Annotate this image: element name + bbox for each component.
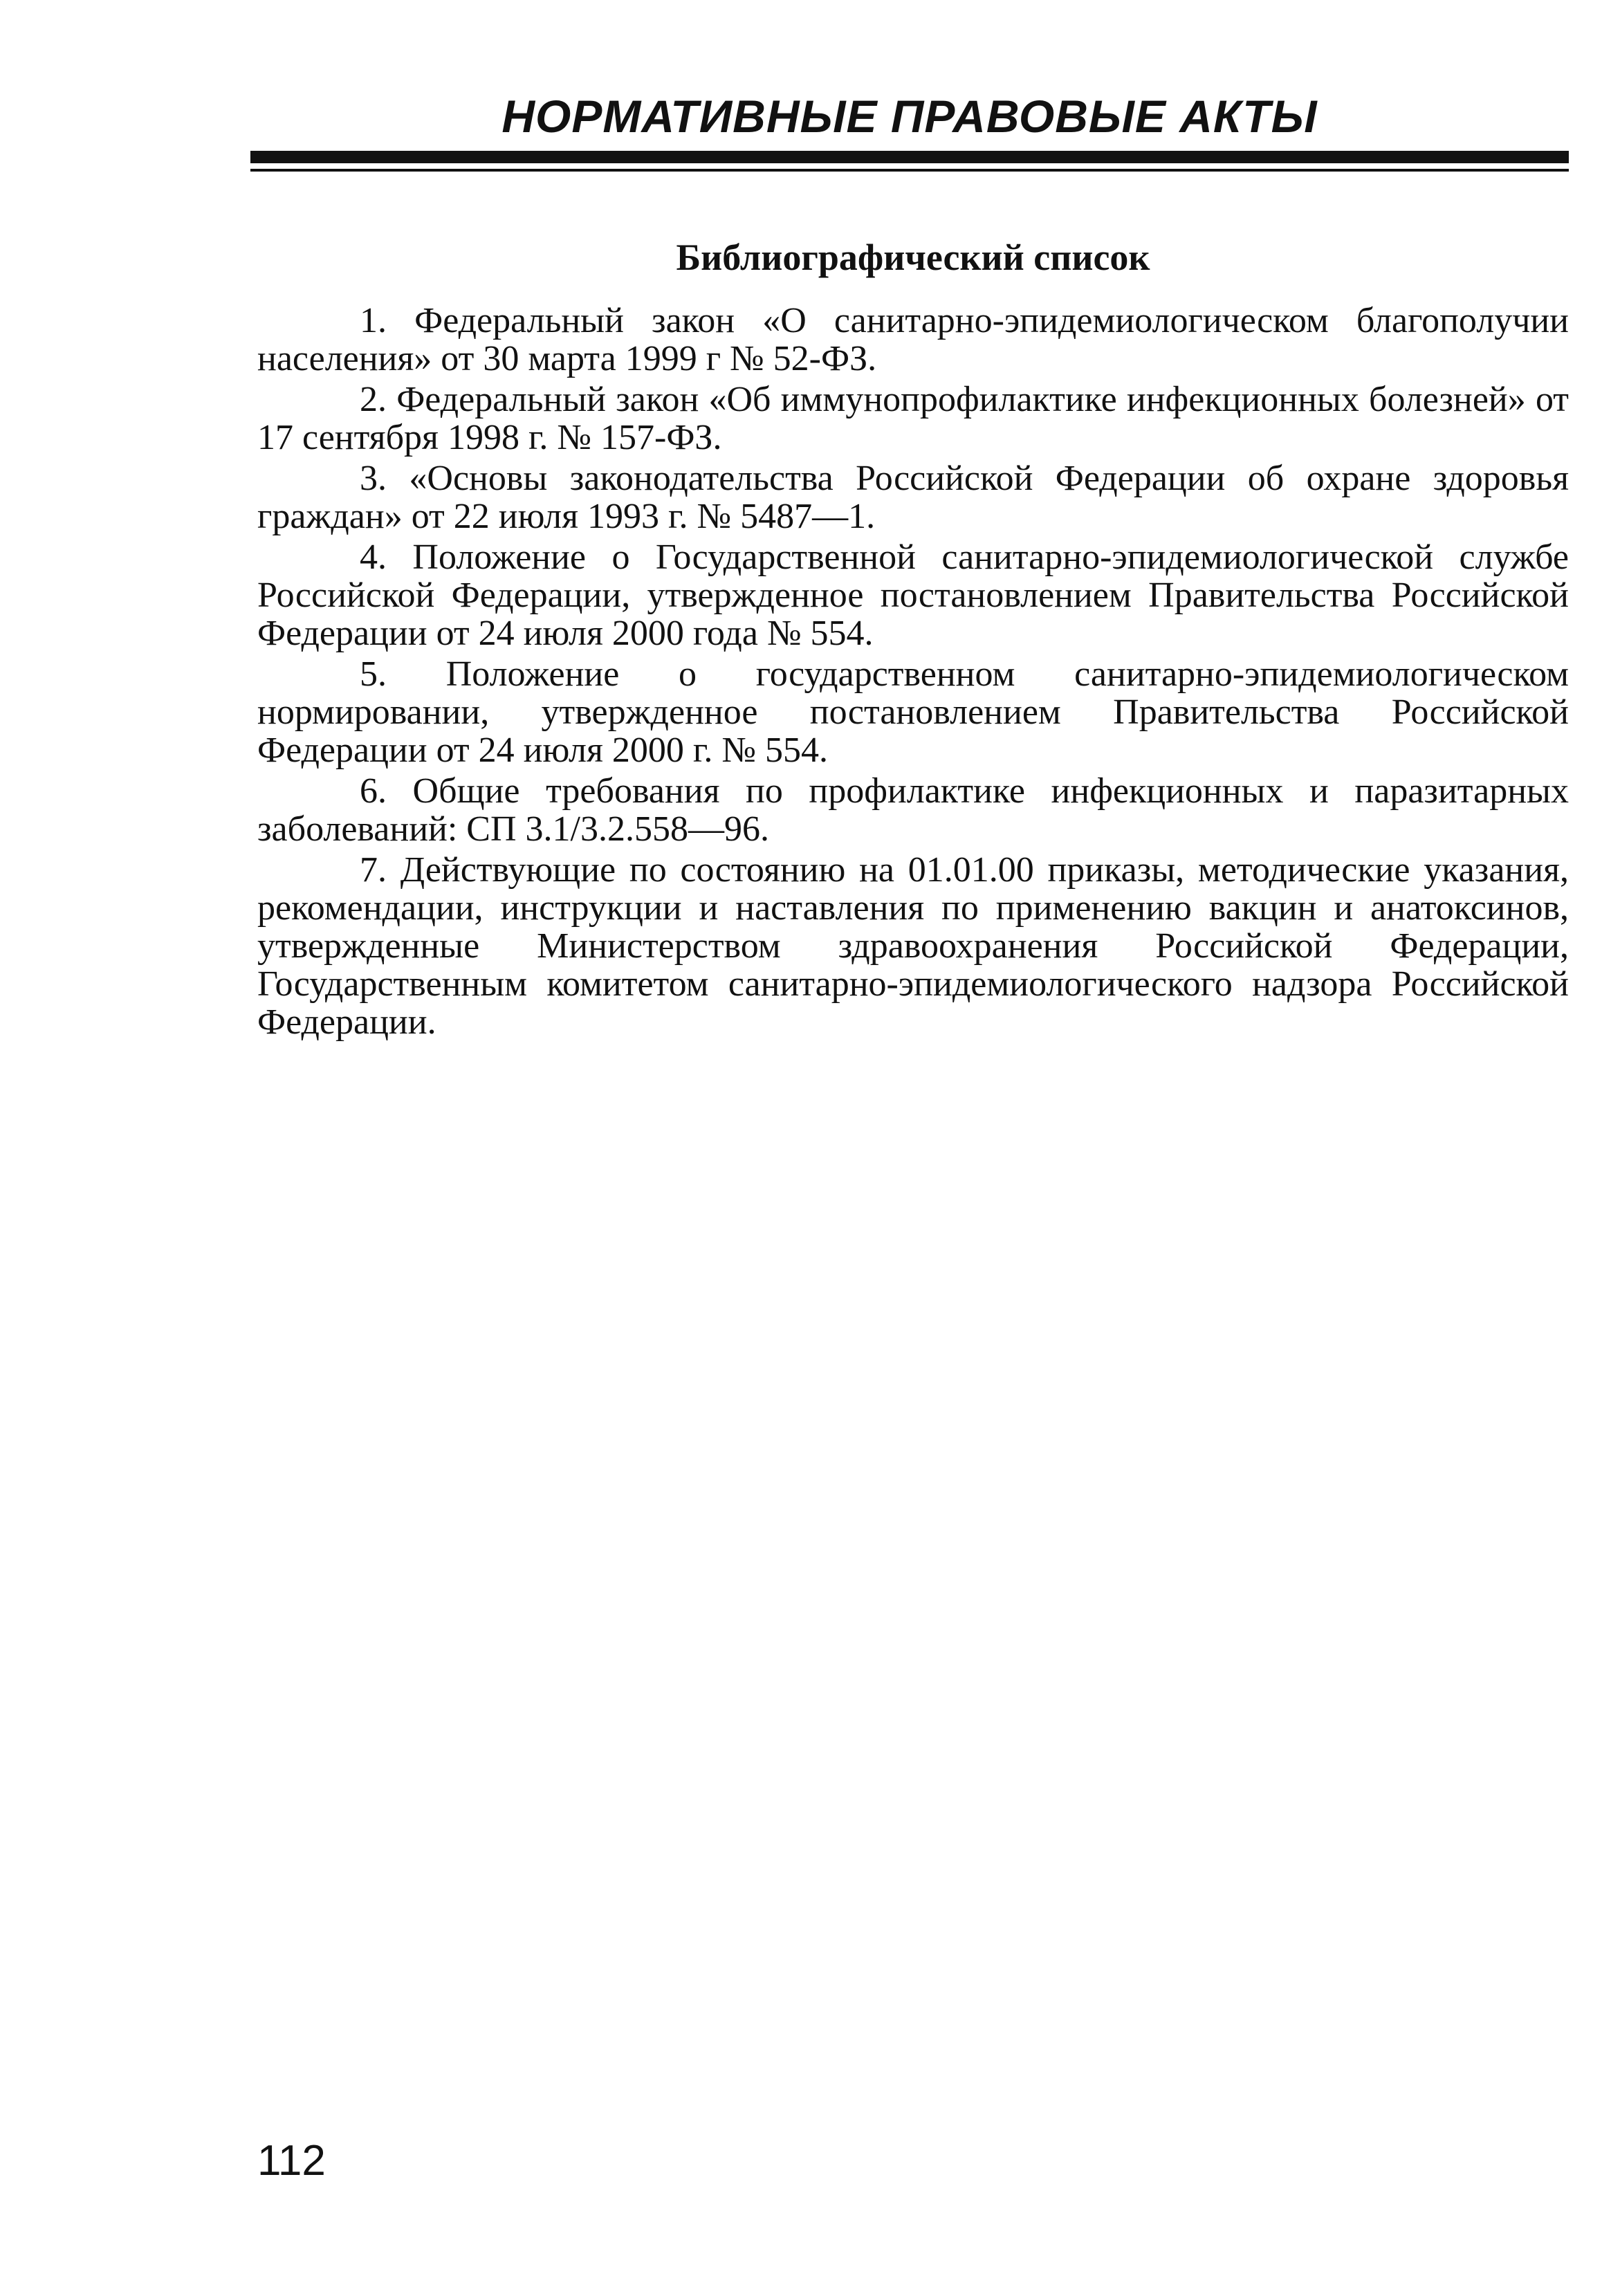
bibliography-entry-5: 5. Положение о государственном санитарно-эпидемиологическом нормировании, утвержденное постановлением Правительства Российской Федерации от 24 июля 2000 г. № 554.: [257, 654, 1569, 770]
bibliography-entry-2: 2. Федеральный закон «Об иммунопрофилактике инфекционных болезней» от 17 сентября 1998 г. № 157-ФЗ.: [257, 380, 1569, 457]
page-number: 112: [257, 2137, 326, 2185]
bibliography-entry-7: 7. Действующие по состоянию на 01.01.00 приказы, методические указания, рекомендации, инструкции и наставления по применению вакцин и анатоксинов, утвержденные Министерством здравоохранения Российской Федерации, Государственным комитетом санитарно-эпидемиологического надзора Российской Федерации.: [257, 850, 1569, 1042]
bibliography-entry-4: 4. Положение о Государственной санитарно-эпидемиологической службе Российской Федерации, утвержденное постановлением Правительства Российской Федерации от 24 июля 2000 года № 554.: [257, 538, 1569, 653]
running-header: [250, 89, 1569, 172]
bibliography-section: [257, 232, 1569, 1044]
bibliography-entry-3: 3. «Основы законодательства Российской Федерации об охране здоровья граждан» от 22 июля 1993 г. № 5487—1.: [257, 459, 1569, 536]
header-rule-thick: [250, 151, 1569, 163]
section-title: Библиографический список: [676, 237, 1150, 278]
bibliography-entry-6: 6. Общие требования по профилактике инфекционных и паразитарных заболеваний: СП 3.1/3.2.558—96.: [257, 771, 1569, 849]
bibliography-entry-1: 1. Федеральный закон «О санитарно-эпидемиологическом благополучии населения» от 30 марта 1999 г № 52-ФЗ.: [257, 301, 1569, 378]
running-header-title: НОРМАТИВНЫЕ ПРАВОВЫЕ АКТЫ: [501, 91, 1318, 142]
header-rule-thin: [250, 169, 1569, 172]
